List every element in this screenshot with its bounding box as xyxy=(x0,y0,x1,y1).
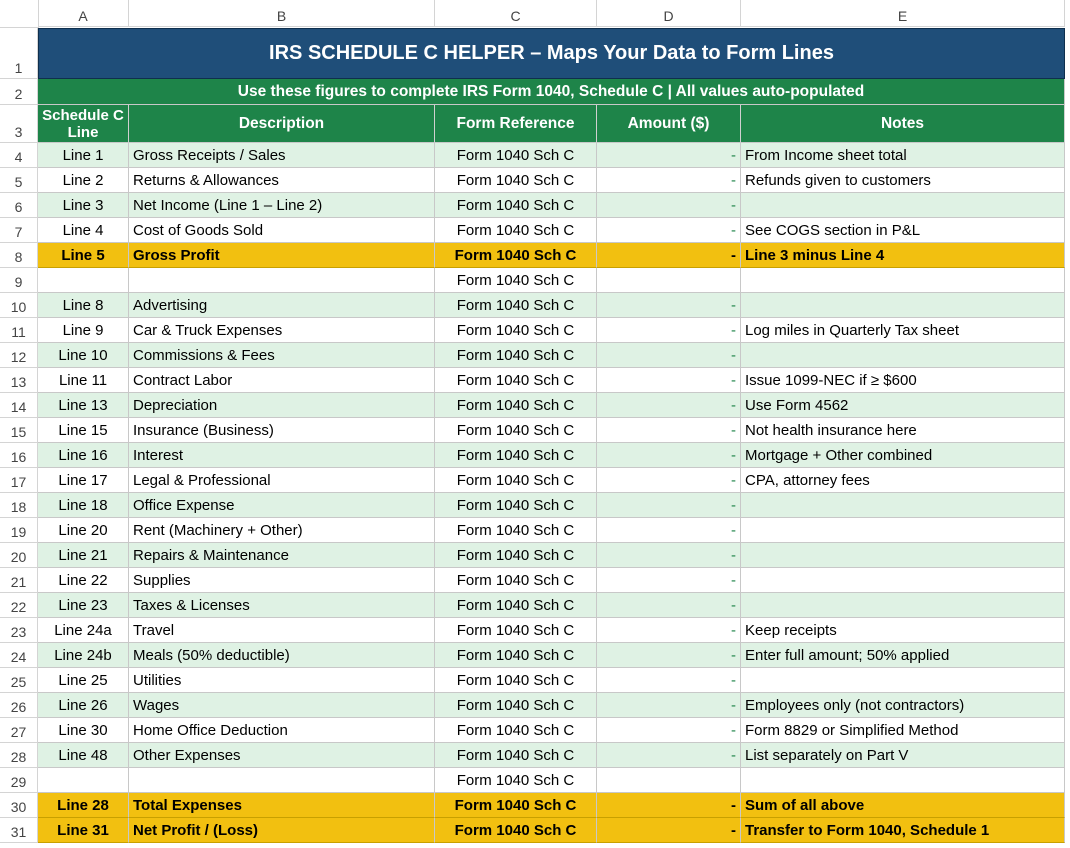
amount-cell[interactable] xyxy=(597,243,741,268)
amount-cell[interactable] xyxy=(597,343,741,368)
column-header-a[interactable]: A xyxy=(38,0,129,27)
amount-value: - xyxy=(731,471,736,489)
description-cell[interactable] xyxy=(129,768,435,793)
form-reference-cell[interactable]: Form 1040 Sch C xyxy=(435,243,597,268)
table-row xyxy=(38,693,1065,718)
row-header[interactable]: 10 xyxy=(0,293,38,318)
table-row xyxy=(38,768,1065,793)
amount-cell[interactable] xyxy=(597,293,741,318)
table-row xyxy=(38,318,1065,343)
amount-value: - xyxy=(731,246,736,264)
schedule-c-line-cell[interactable]: Line 24a xyxy=(38,618,129,643)
form-reference-cell[interactable]: Form 1040 Sch C xyxy=(435,518,597,543)
notes-cell[interactable] xyxy=(741,543,1065,568)
form-reference-cell[interactable]: Form 1040 Sch C xyxy=(435,168,597,193)
form-reference-cell[interactable]: Form 1040 Sch C xyxy=(435,193,597,218)
form-reference-cell[interactable]: Form 1040 Sch C xyxy=(435,418,597,443)
amount-cell[interactable] xyxy=(597,193,741,218)
amount-cell[interactable] xyxy=(597,143,741,168)
form-reference-cell[interactable]: Form 1040 Sch C xyxy=(435,618,597,643)
form-reference-cell[interactable]: Form 1040 Sch C xyxy=(435,318,597,343)
form-reference-cell[interactable]: Form 1040 Sch C xyxy=(435,668,597,693)
header-form-reference[interactable]: Form Reference xyxy=(435,105,597,143)
table-row xyxy=(38,518,1065,543)
amount-cell[interactable] xyxy=(597,568,741,593)
header-notes[interactable]: Notes xyxy=(741,105,1065,143)
form-reference-cell[interactable]: Form 1040 Sch C xyxy=(435,768,597,793)
description-cell[interactable]: Depreciation xyxy=(129,393,435,418)
schedule-c-line-cell[interactable]: Line 1 xyxy=(38,143,129,168)
description-cell[interactable]: Office Expense xyxy=(129,493,435,518)
row-header[interactable]: 8 xyxy=(0,243,38,268)
row-header[interactable]: 18 xyxy=(0,493,38,518)
description-cell[interactable]: Wages xyxy=(129,693,435,718)
table-row xyxy=(38,818,1065,843)
description-cell[interactable]: Other Expenses xyxy=(129,743,435,768)
table-row xyxy=(38,593,1065,618)
amount-cell[interactable] xyxy=(597,743,741,768)
amount-cell[interactable] xyxy=(597,168,741,193)
header-amount[interactable]: Amount ($) xyxy=(597,105,741,143)
amount-cell[interactable] xyxy=(597,443,741,468)
title-row xyxy=(38,28,1065,79)
notes-cell[interactable]: From Income sheet total xyxy=(741,143,1065,168)
row-header[interactable]: 23 xyxy=(0,618,38,643)
schedule-c-line-cell[interactable]: Line 21 xyxy=(38,543,129,568)
row-header[interactable]: 15 xyxy=(0,418,38,443)
form-reference-cell[interactable]: Form 1040 Sch C xyxy=(435,593,597,618)
schedule-c-line-cell[interactable]: Line 5 xyxy=(38,243,129,268)
notes-cell[interactable] xyxy=(741,768,1065,793)
notes-cell[interactable]: CPA, attorney fees xyxy=(741,468,1065,493)
header-description[interactable]: Description xyxy=(129,105,435,143)
row-header[interactable]: 19 xyxy=(0,518,38,543)
amount-value: - xyxy=(731,596,736,614)
row-header[interactable]: 4 xyxy=(0,143,38,168)
notes-cell[interactable]: Not health insurance here xyxy=(741,418,1065,443)
table-row xyxy=(38,143,1065,168)
schedule-c-line-cell[interactable]: Line 26 xyxy=(38,693,129,718)
schedule-c-line-cell[interactable]: Line 20 xyxy=(38,518,129,543)
description-cell[interactable]: Travel xyxy=(129,618,435,643)
schedule-c-line-cell[interactable]: Line 16 xyxy=(38,443,129,468)
table-row xyxy=(38,293,1065,318)
table-row xyxy=(38,743,1065,768)
amount-value: - xyxy=(731,496,736,514)
notes-cell[interactable]: Mortgage + Other combined xyxy=(741,443,1065,468)
row-header[interactable]: 24 xyxy=(0,643,38,668)
row-header[interactable]: 12 xyxy=(0,343,38,368)
form-reference-cell[interactable]: Form 1040 Sch C xyxy=(435,368,597,393)
schedule-c-line-cell[interactable]: Line 13 xyxy=(38,393,129,418)
description-cell[interactable]: Utilities xyxy=(129,668,435,693)
form-reference-cell[interactable]: Form 1040 Sch C xyxy=(435,568,597,593)
description-cell[interactable]: Contract Labor xyxy=(129,368,435,393)
amount-cell[interactable] xyxy=(597,318,741,343)
notes-cell[interactable]: Line 3 minus Line 4 xyxy=(741,243,1065,268)
form-reference-cell[interactable]: Form 1040 Sch C xyxy=(435,818,597,843)
amount-cell[interactable] xyxy=(597,693,741,718)
description-cell[interactable]: Legal & Professional xyxy=(129,468,435,493)
description-cell[interactable]: Advertising xyxy=(129,293,435,318)
table-row xyxy=(38,568,1065,593)
column-header-e[interactable]: E xyxy=(741,0,1065,27)
schedule-c-line-cell[interactable]: Line 4 xyxy=(38,218,129,243)
column-header-b[interactable]: B xyxy=(129,0,435,27)
row-header[interactable]: 1 xyxy=(0,28,38,79)
amount-value: - xyxy=(731,671,736,689)
amount-value: - xyxy=(731,721,736,739)
form-reference-cell[interactable]: Form 1040 Sch C xyxy=(435,468,597,493)
form-reference-cell[interactable]: Form 1040 Sch C xyxy=(435,293,597,318)
amount-value: - xyxy=(731,421,736,439)
form-reference-cell[interactable]: Form 1040 Sch C xyxy=(435,268,597,293)
table-row xyxy=(38,268,1065,293)
notes-cell[interactable]: Refunds given to customers xyxy=(741,168,1065,193)
header-schedule-c-line[interactable]: Schedule C Line xyxy=(38,105,129,143)
notes-cell[interactable]: List separately on Part V xyxy=(741,743,1065,768)
row-header[interactable]: 21 xyxy=(0,568,38,593)
schedule-c-line-cell[interactable]: Line 23 xyxy=(38,593,129,618)
form-reference-cell[interactable]: Form 1040 Sch C xyxy=(435,743,597,768)
notes-cell[interactable]: Sum of all above xyxy=(741,793,1065,818)
amount-value: - xyxy=(731,346,736,364)
amount-value: - xyxy=(731,321,736,339)
description-cell[interactable]: Supplies xyxy=(129,568,435,593)
table-row xyxy=(38,468,1065,493)
table-row xyxy=(38,243,1065,268)
row-header[interactable]: 17 xyxy=(0,468,38,493)
schedule-c-line-cell[interactable]: Line 17 xyxy=(38,468,129,493)
amount-cell[interactable] xyxy=(597,818,741,843)
form-reference-cell[interactable]: Form 1040 Sch C xyxy=(435,443,597,468)
description-cell[interactable]: Returns & Allowances xyxy=(129,168,435,193)
description-cell[interactable]: Meals (50% deductible) xyxy=(129,643,435,668)
notes-cell[interactable]: Log miles in Quarterly Tax sheet xyxy=(741,318,1065,343)
amount-value: - xyxy=(731,221,736,239)
subtitle-row xyxy=(38,79,1065,105)
form-reference-cell[interactable]: Form 1040 Sch C xyxy=(435,393,597,418)
row-header[interactable]: 14 xyxy=(0,393,38,418)
notes-cell[interactable] xyxy=(741,493,1065,518)
table-row xyxy=(38,618,1065,643)
notes-cell[interactable] xyxy=(741,668,1065,693)
amount-cell[interactable] xyxy=(597,668,741,693)
amount-cell[interactable] xyxy=(597,493,741,518)
table-row xyxy=(38,218,1065,243)
amount-value: - xyxy=(731,796,736,814)
description-cell[interactable]: Car & Truck Expenses xyxy=(129,318,435,343)
table-row xyxy=(38,393,1065,418)
form-reference-cell[interactable]: Form 1040 Sch C xyxy=(435,643,597,668)
select-all-corner[interactable] xyxy=(0,0,39,28)
amount-value: - xyxy=(731,646,736,664)
amount-cell[interactable] xyxy=(597,618,741,643)
schedule-c-line-cell[interactable]: Line 10 xyxy=(38,343,129,368)
notes-cell[interactable]: Form 8829 or Simplified Method xyxy=(741,718,1065,743)
schedule-c-line-cell[interactable]: Line 3 xyxy=(38,193,129,218)
form-reference-cell[interactable]: Form 1040 Sch C xyxy=(435,493,597,518)
amount-value: - xyxy=(731,171,736,189)
row-header[interactable]: 29 xyxy=(0,768,38,793)
description-cell[interactable]: Cost of Goods Sold xyxy=(129,218,435,243)
schedule-c-line-cell[interactable]: Line 31 xyxy=(38,818,129,843)
description-cell[interactable] xyxy=(129,268,435,293)
notes-cell[interactable] xyxy=(741,343,1065,368)
row-header[interactable]: 6 xyxy=(0,193,38,218)
description-cell[interactable]: Repairs & Maintenance xyxy=(129,543,435,568)
form-reference-cell[interactable]: Form 1040 Sch C xyxy=(435,718,597,743)
notes-cell[interactable] xyxy=(741,568,1065,593)
amount-value: - xyxy=(731,521,736,539)
notes-cell[interactable] xyxy=(741,593,1065,618)
amount-value: - xyxy=(731,196,736,214)
notes-cell[interactable]: Issue 1099-NEC if ≥ $600 xyxy=(741,368,1065,393)
amount-value: - xyxy=(731,396,736,414)
table-row xyxy=(38,418,1065,443)
notes-cell[interactable] xyxy=(741,518,1065,543)
amount-cell[interactable] xyxy=(597,268,741,293)
amount-cell[interactable] xyxy=(597,768,741,793)
column-header-d[interactable]: D xyxy=(597,0,741,27)
form-reference-cell[interactable]: Form 1040 Sch C xyxy=(435,693,597,718)
schedule-c-line-cell[interactable]: Line 48 xyxy=(38,743,129,768)
column-header-bar xyxy=(0,0,1070,28)
description-cell[interactable]: Commissions & Fees xyxy=(129,343,435,368)
description-cell[interactable]: Home Office Deduction xyxy=(129,718,435,743)
notes-cell[interactable]: Enter full amount; 50% applied xyxy=(741,643,1065,668)
amount-cell[interactable] xyxy=(597,418,741,443)
amount-value: - xyxy=(731,621,736,639)
row-header[interactable]: 31 xyxy=(0,818,38,843)
row-header[interactable]: 9 xyxy=(0,268,38,293)
row-header[interactable]: 20 xyxy=(0,543,38,568)
amount-value: - xyxy=(731,821,736,839)
table-row xyxy=(38,493,1065,518)
form-reference-cell[interactable]: Form 1040 Sch C xyxy=(435,793,597,818)
description-cell[interactable]: Taxes & Licenses xyxy=(129,593,435,618)
amount-cell[interactable] xyxy=(597,468,741,493)
description-cell[interactable]: Gross Receipts / Sales xyxy=(129,143,435,168)
description-cell[interactable]: Insurance (Business) xyxy=(129,418,435,443)
amount-cell[interactable] xyxy=(597,368,741,393)
description-cell[interactable]: Gross Profit xyxy=(129,243,435,268)
table-row xyxy=(38,668,1065,693)
table-row xyxy=(38,718,1065,743)
schedule-c-line-cell[interactable] xyxy=(38,268,129,293)
amount-cell[interactable] xyxy=(597,643,741,668)
amount-value: - xyxy=(731,571,736,589)
schedule-c-line-cell[interactable]: Line 2 xyxy=(38,168,129,193)
amount-cell[interactable] xyxy=(597,393,741,418)
table-row xyxy=(38,368,1065,393)
row-header[interactable]: 22 xyxy=(0,593,38,618)
amount-cell[interactable] xyxy=(597,218,741,243)
notes-cell[interactable]: Keep receipts xyxy=(741,618,1065,643)
row-header[interactable]: 30 xyxy=(0,793,38,818)
row-header[interactable]: 5 xyxy=(0,168,38,193)
table-row xyxy=(38,643,1065,668)
notes-cell[interactable] xyxy=(741,268,1065,293)
amount-cell[interactable] xyxy=(597,718,741,743)
amount-cell[interactable] xyxy=(597,543,741,568)
amount-value: - xyxy=(731,296,736,314)
amount-cell[interactable] xyxy=(597,518,741,543)
description-cell[interactable]: Net Income (Line 1 – Line 2) xyxy=(129,193,435,218)
description-cell[interactable]: Interest xyxy=(129,443,435,468)
schedule-c-line-cell[interactable]: Line 25 xyxy=(38,668,129,693)
schedule-c-line-cell[interactable]: Line 24b xyxy=(38,643,129,668)
sheet-subtitle[interactable]: Use these figures to complete IRS Form 1040, Schedule C | All values auto-populated xyxy=(38,79,1065,105)
row-header[interactable]: 11 xyxy=(0,318,38,343)
table-row xyxy=(38,343,1065,368)
row-header[interactable]: 26 xyxy=(0,693,38,718)
description-cell[interactable]: Rent (Machinery + Other) xyxy=(129,518,435,543)
form-reference-cell[interactable]: Form 1040 Sch C xyxy=(435,543,597,568)
amount-value: - xyxy=(731,696,736,714)
schedule-c-line-cell[interactable]: Line 28 xyxy=(38,793,129,818)
row-header[interactable]: 13 xyxy=(0,368,38,393)
schedule-c-line-cell[interactable] xyxy=(38,768,129,793)
notes-cell[interactable] xyxy=(741,293,1065,318)
notes-cell[interactable]: Employees only (not contractors) xyxy=(741,693,1065,718)
amount-value: - xyxy=(731,371,736,389)
form-reference-cell[interactable]: Form 1040 Sch C xyxy=(435,343,597,368)
schedule-c-line-cell[interactable]: Line 30 xyxy=(38,718,129,743)
row-header[interactable]: 2 xyxy=(0,79,38,105)
table-row xyxy=(38,793,1065,818)
amount-cell[interactable] xyxy=(597,793,741,818)
row-header[interactable]: 27 xyxy=(0,718,38,743)
form-reference-cell[interactable]: Form 1040 Sch C xyxy=(435,218,597,243)
notes-cell[interactable]: Transfer to Form 1040, Schedule 1 xyxy=(741,818,1065,843)
schedule-c-line-cell[interactable]: Line 9 xyxy=(38,318,129,343)
amount-value: - xyxy=(731,546,736,564)
table-header-row xyxy=(38,105,1065,143)
amount-value: - xyxy=(731,446,736,464)
notes-cell[interactable] xyxy=(741,193,1065,218)
row-header[interactable]: 25 xyxy=(0,668,38,693)
table-row xyxy=(38,193,1065,218)
amount-cell[interactable] xyxy=(597,593,741,618)
schedule-c-line-cell[interactable]: Line 18 xyxy=(38,493,129,518)
sheet-title[interactable]: IRS SCHEDULE C HELPER – Maps Your Data to Form Lines xyxy=(38,28,1065,79)
row-header[interactable]: 3 xyxy=(0,105,38,143)
table-row xyxy=(38,168,1065,193)
form-reference-cell[interactable]: Form 1040 Sch C xyxy=(435,143,597,168)
schedule-c-line-cell[interactable]: Line 22 xyxy=(38,568,129,593)
notes-cell[interactable]: See COGS section in P&L xyxy=(741,218,1065,243)
schedule-c-line-cell[interactable]: Line 11 xyxy=(38,368,129,393)
description-cell[interactable]: Net Profit / (Loss) xyxy=(129,818,435,843)
description-cell[interactable]: Total Expenses xyxy=(129,793,435,818)
row-header[interactable]: 7 xyxy=(0,218,38,243)
schedule-c-line-cell[interactable]: Line 8 xyxy=(38,293,129,318)
column-header-c[interactable]: C xyxy=(435,0,597,27)
table-row xyxy=(38,543,1065,568)
row-header[interactable]: 16 xyxy=(0,443,38,468)
notes-cell[interactable]: Use Form 4562 xyxy=(741,393,1065,418)
amount-value: - xyxy=(731,746,736,764)
table-row xyxy=(38,443,1065,468)
row-header[interactable]: 28 xyxy=(0,743,38,768)
schedule-c-line-cell[interactable]: Line 15 xyxy=(38,418,129,443)
amount-value: - xyxy=(731,146,736,164)
